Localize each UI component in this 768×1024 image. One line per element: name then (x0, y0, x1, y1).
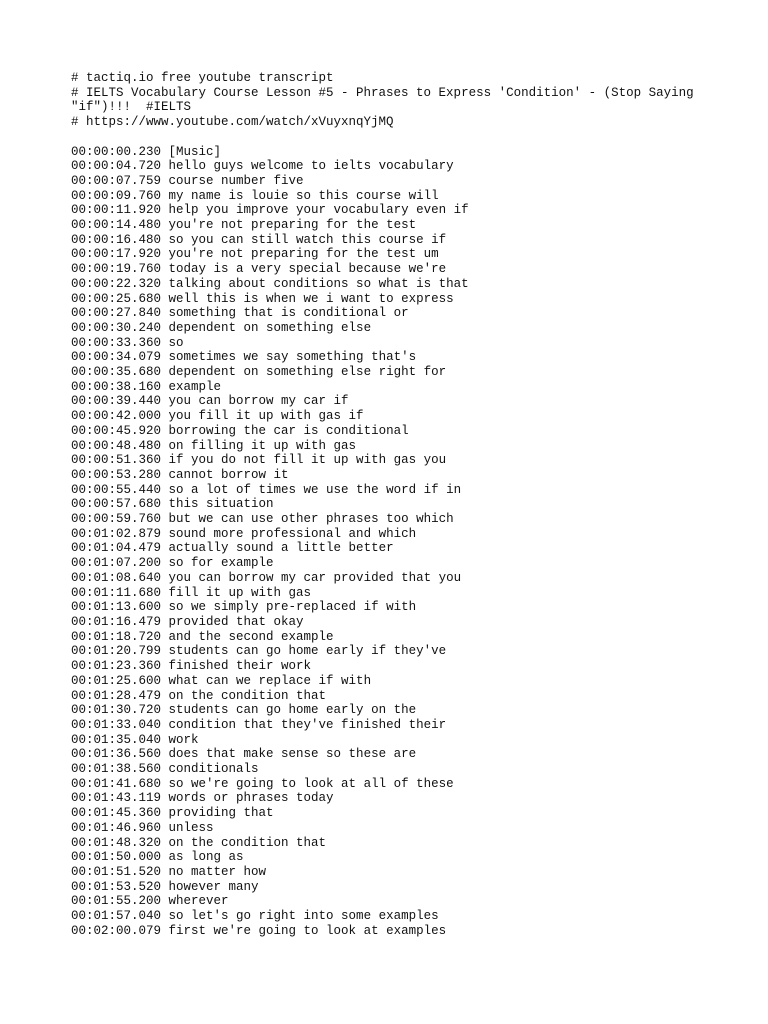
timestamp: 00:00:25.680 (71, 291, 162, 306)
transcript-line (71, 747, 711, 762)
caption-text: does that make sense so these are (168, 747, 417, 762)
transcript-line (71, 174, 711, 189)
timestamp: 00:01:30.720 (71, 703, 162, 718)
timestamp: 00:01:08.640 (71, 570, 162, 585)
timestamp: 00:01:57.040 (71, 909, 162, 924)
timestamp: 00:00:09.760 (71, 188, 162, 203)
timestamp: 00:00:57.680 (71, 497, 162, 512)
timestamp: 00:01:48.320 (71, 835, 162, 850)
transcript-line (71, 453, 711, 468)
caption-text: on the condition that (168, 835, 327, 850)
transcript-line (71, 483, 711, 498)
transcript-line (71, 380, 711, 395)
timestamp: 00:00:48.480 (71, 438, 162, 453)
transcript-line (71, 571, 711, 586)
caption-text: on filling it up with gas (168, 438, 357, 453)
transcript-line (71, 512, 711, 527)
timestamp: 00:02:00.079 (71, 923, 162, 938)
transcript-line (71, 541, 711, 556)
caption-text: however many (168, 879, 259, 894)
transcript-line (71, 424, 711, 439)
timestamp: 00:00:55.440 (71, 482, 162, 497)
transcript-list (71, 145, 711, 939)
transcript-line (71, 233, 711, 248)
caption-text: actually sound a little better (168, 541, 394, 556)
caption-text: you're not preparing for the test (168, 218, 417, 233)
transcript-line (71, 247, 711, 262)
transcript-line (71, 306, 711, 321)
caption-text: conditionals (168, 762, 259, 777)
transcript-line (71, 836, 711, 851)
timestamp: 00:01:23.360 (71, 659, 162, 674)
transcript-line (71, 203, 711, 218)
timestamp: 00:01:55.200 (71, 894, 162, 909)
caption-text: so a lot of times we use the word if in (168, 482, 462, 497)
transcript-line (71, 791, 711, 806)
timestamp: 00:00:33.360 (71, 335, 162, 350)
caption-text: so we're going to look at all of these (168, 776, 454, 791)
caption-text: [Music] (168, 144, 222, 159)
timestamp: 00:00:07.759 (71, 173, 162, 188)
timestamp: 00:01:41.680 (71, 776, 162, 791)
timestamp: 00:00:04.720 (71, 159, 162, 174)
caption-text: borrowing the car is conditional (168, 423, 409, 438)
caption-text: wherever (168, 894, 229, 909)
transcript-line (71, 630, 711, 645)
caption-text: work (168, 732, 199, 747)
transcript-line (71, 262, 711, 277)
transcript-line (71, 439, 711, 454)
transcript-line (71, 321, 711, 336)
timestamp: 00:01:35.040 (71, 732, 162, 747)
timestamp: 00:00:59.760 (71, 512, 162, 527)
header-source-line: # tactiq.io free youtube transcript (71, 71, 334, 85)
caption-text: what can we replace if with (168, 673, 372, 688)
caption-text: hello guys welcome to ielts vocabulary (168, 159, 454, 174)
caption-text: you fill it up with gas if (168, 409, 364, 424)
timestamp: 00:01:33.040 (71, 717, 162, 732)
transcript-line (71, 718, 711, 733)
caption-text: students can go home early if they've (168, 644, 447, 659)
transcript-line (71, 394, 711, 409)
caption-text: first we're going to look at examples (168, 923, 447, 938)
transcript-line (71, 777, 711, 792)
timestamp: 00:01:51.520 (71, 864, 162, 879)
transcript-line (71, 762, 711, 777)
transcript-line (71, 586, 711, 601)
caption-text: help you improve your vocabulary even if (168, 203, 469, 218)
transcript-page (71, 71, 711, 938)
caption-text: talking about conditions so what is that (168, 276, 469, 291)
caption-text: unless (168, 820, 214, 835)
timestamp: 00:01:02.879 (71, 526, 162, 541)
timestamp: 00:00:16.480 (71, 232, 162, 247)
transcript-line (71, 218, 711, 233)
caption-text: no matter how (168, 864, 267, 879)
timestamp: 00:00:45.920 (71, 423, 162, 438)
timestamp: 00:00:34.079 (71, 350, 162, 365)
timestamp: 00:00:30.240 (71, 320, 162, 335)
caption-text: so we simply pre-replaced if with (168, 600, 417, 615)
caption-text: my name is louie so this course will (168, 188, 439, 203)
transcript-line (71, 850, 711, 865)
caption-text: you can borrow my car provided that you (168, 570, 462, 585)
caption-text: if you do not fill it up with gas you (168, 453, 447, 468)
timestamp: 00:00:19.760 (71, 262, 162, 277)
transcript-line (71, 659, 711, 674)
caption-text: sound more professional and which (168, 526, 417, 541)
timestamp: 00:00:14.480 (71, 218, 162, 233)
caption-text: so for example (168, 556, 274, 571)
caption-text: finished their work (168, 659, 312, 674)
caption-text: so you can still watch this course if (168, 232, 447, 247)
transcript-line (71, 527, 711, 542)
transcript-line (71, 277, 711, 292)
timestamp: 00:01:13.600 (71, 600, 162, 615)
timestamp: 00:01:38.560 (71, 762, 162, 777)
timestamp: 00:00:39.440 (71, 394, 162, 409)
transcript-line (71, 909, 711, 924)
timestamp: 00:01:50.000 (71, 850, 162, 865)
transcript-line (71, 556, 711, 571)
caption-text: as long as (168, 850, 244, 865)
transcript-line (71, 703, 711, 718)
caption-text: provided that okay (168, 615, 304, 629)
caption-text: fill it up with gas (168, 585, 312, 600)
timestamp: 00:00:27.840 (71, 306, 162, 321)
caption-text: you can borrow my car if (168, 394, 349, 409)
caption-text: dependent on something else (168, 320, 372, 335)
timestamp: 00:01:43.119 (71, 791, 162, 806)
timestamp: 00:01:45.360 (71, 806, 162, 821)
transcript-line (71, 600, 711, 615)
transcript-line (71, 880, 711, 895)
transcript-line (71, 159, 711, 174)
caption-text: well this is when we i want to express (168, 291, 454, 306)
caption-text: dependent on something else right for (168, 365, 447, 380)
transcript-line (71, 365, 711, 380)
timestamp: 00:00:11.920 (71, 203, 162, 218)
transcript-line (71, 733, 711, 748)
caption-text: students can go home early on the (168, 703, 417, 718)
timestamp: 00:01:25.600 (71, 673, 162, 688)
caption-text: but we can use other phrases too which (168, 512, 454, 527)
timestamp: 00:00:53.280 (71, 467, 162, 482)
timestamp: 00:01:07.200 (71, 556, 162, 571)
timestamp: 00:00:22.320 (71, 276, 162, 291)
transcript-line (71, 409, 711, 424)
caption-text: this situation (168, 497, 274, 512)
timestamp: 00:01:18.720 (71, 629, 162, 644)
transcript-line (71, 689, 711, 704)
transcript-line (71, 145, 711, 160)
caption-text: condition that they've finished their (168, 717, 447, 732)
timestamp: 00:01:11.680 (71, 585, 162, 600)
caption-text: sometimes we say something that's (168, 350, 417, 365)
transcript-line (71, 497, 711, 512)
timestamp: 00:00:00.230 (71, 144, 162, 159)
caption-text: example (168, 379, 222, 394)
timestamp: 00:00:51.360 (71, 453, 162, 468)
header-url-line: # https://www.youtube.com/watch/xVuyxnqYjMQ (71, 115, 394, 130)
caption-text: and the second example (168, 629, 334, 644)
transcript-line (71, 189, 711, 204)
timestamp: 00:01:16.479 (71, 615, 162, 629)
timestamp: 00:00:42.000 (71, 409, 162, 424)
caption-text: cannot borrow it (168, 467, 289, 482)
caption-text: words or phrases today (168, 791, 334, 806)
transcript-line (71, 615, 711, 630)
transcript-line (71, 924, 711, 939)
caption-text: today is a very special because we're (168, 262, 447, 277)
transcript-line (71, 336, 711, 351)
caption-text: course number five (168, 173, 304, 188)
timestamp: 00:01:36.560 (71, 747, 162, 762)
timestamp: 00:00:17.920 (71, 247, 162, 262)
transcript-line (71, 468, 711, 483)
transcript-line (71, 674, 711, 689)
transcript-line (71, 865, 711, 880)
caption-text: you're not preparing for the test um (168, 247, 439, 262)
header-spacer (71, 130, 711, 145)
transcript-line (71, 894, 711, 909)
header-title-line: # IELTS Vocabulary Course Lesson #5 - Phrases to Express 'Condition' - (Stop Saying "if")!!! #IELTS (71, 85, 702, 115)
caption-text: so (168, 335, 184, 350)
caption-text: something that is conditional or (168, 306, 409, 321)
transcript-line (71, 350, 711, 365)
caption-text: providing that (168, 806, 274, 821)
timestamp: 00:01:20.799 (71, 644, 162, 659)
transcript-line (71, 644, 711, 659)
transcript-line (71, 292, 711, 307)
caption-text: on the condition that (168, 688, 327, 703)
transcript-line (71, 821, 711, 836)
timestamp: 00:00:38.160 (71, 379, 162, 394)
transcript-line (71, 806, 711, 821)
timestamp: 00:00:35.680 (71, 365, 162, 380)
timestamp: 00:01:53.520 (71, 879, 162, 894)
timestamp: 00:01:28.479 (71, 688, 162, 703)
caption-text: so let's go right into some examples (168, 909, 439, 924)
timestamp: 00:01:46.960 (71, 820, 162, 835)
timestamp: 00:01:04.479 (71, 541, 162, 556)
